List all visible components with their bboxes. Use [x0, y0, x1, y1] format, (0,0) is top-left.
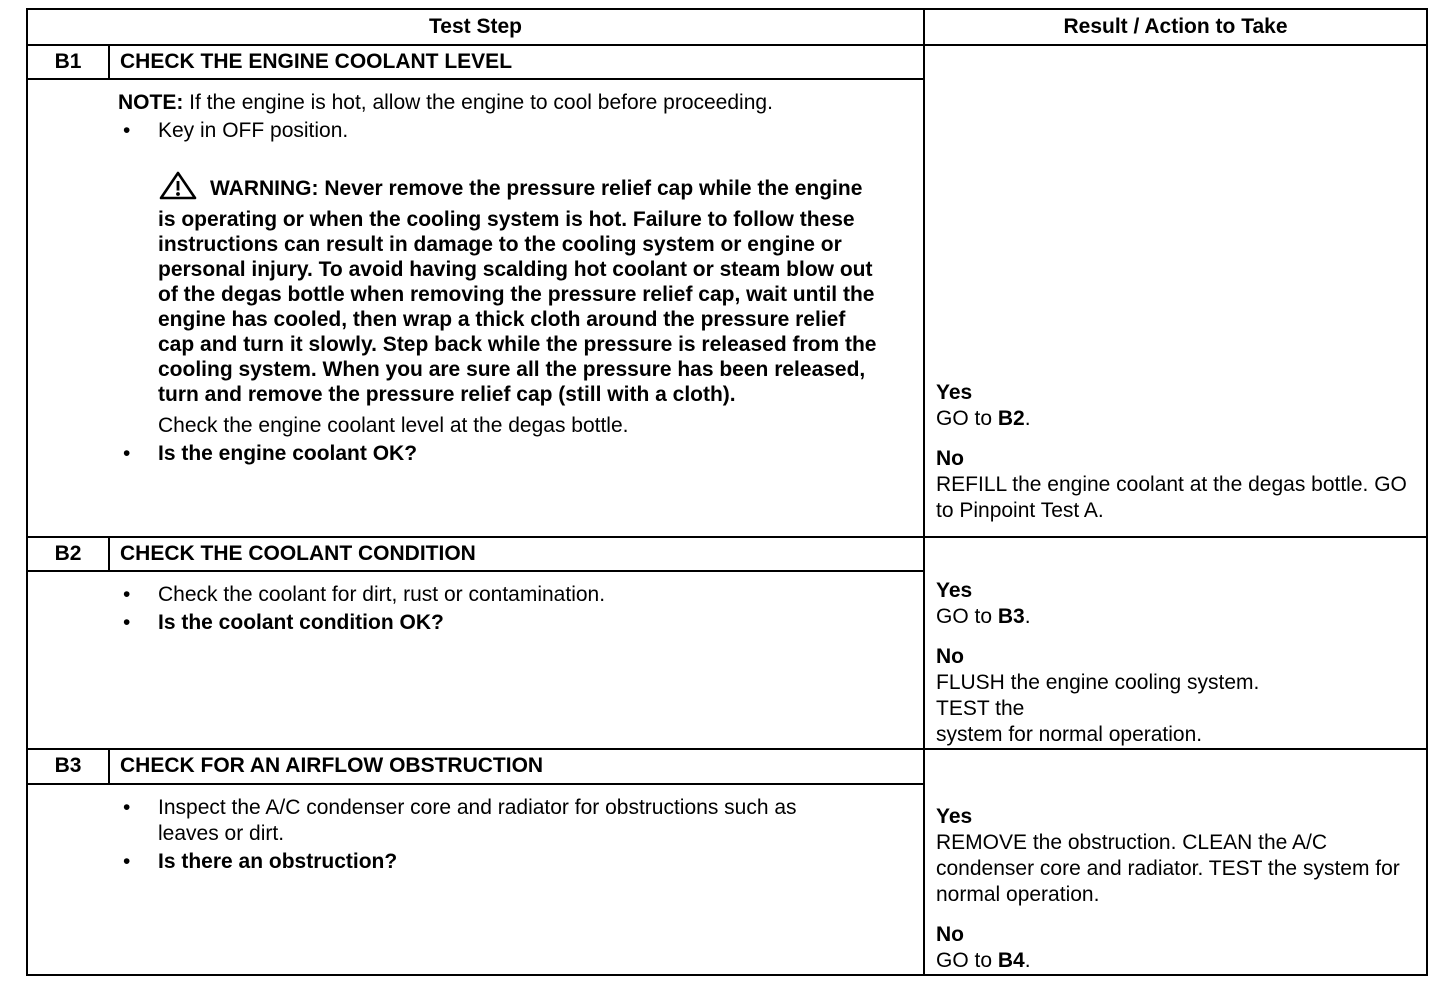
- warning-icon: [158, 170, 198, 207]
- action-text: GO to: [936, 949, 998, 972]
- result-no-action-line: system for normal operation.: [936, 723, 1203, 746]
- result-yes-label: Yes: [936, 579, 973, 602]
- step-b1-title: CHECK THE ENGINE COOLANT LEVEL: [109, 45, 924, 79]
- step-b2-result-cell: [924, 537, 1427, 749]
- action-text: .: [1024, 949, 1031, 972]
- result-no-action-line: FLUSH the engine cooling system.: [936, 671, 1260, 694]
- table-header-row: [27, 9, 1427, 45]
- note-label: NOTE:: [118, 91, 184, 114]
- step-b1-result-cell: [924, 45, 1427, 537]
- note-text: If the engine is hot, allow the engine to cool before proceeding.: [183, 91, 773, 114]
- bullet-text: • Check the coolant for dirt, rust or contamination.: [158, 583, 606, 606]
- question-bullet: [123, 849, 923, 875]
- action-text: GO to: [936, 605, 998, 628]
- action-step-ref: B2: [997, 407, 1025, 430]
- step-b1-id: B1: [27, 45, 109, 79]
- step-b2-id: B2: [27, 537, 109, 571]
- note: [118, 90, 798, 116]
- action-step-ref: B4: [997, 949, 1025, 972]
- question-text: • Is the coolant condition OK?: [158, 611, 444, 634]
- bullet-item: [123, 582, 923, 608]
- pinpoint-test-table: [26, 8, 1428, 976]
- header-test-step: Test Step: [27, 9, 924, 45]
- step-b3-id: B3: [27, 749, 109, 784]
- warning-text: Never remove the pressure relief cap while the engine is operating or when the cooling system is hot. Failure to follow these instructions can result in damage to the cooling system or engine or personal injury. To avoid having scalding hot coolant or steam blow out of the degas bottle when removing the pressure relief cap, wait until the engine has cooled, then wrap a thick cloth around the pressure relief cap and turn it slowly. Step back while the pressure is released from the cooling system. When you are sure all the pressure has been released, turn and remove the pressure relief cap (still with a cloth).: [158, 177, 877, 406]
- step-b2-title: CHECK THE COOLANT CONDITION: [109, 537, 924, 571]
- result-yes-action: REMOVE the obstruction. CLEAN the A/C condenser core and radiator. TEST the system for normal operation.: [936, 831, 1400, 906]
- step-b2-body-cell: [27, 571, 924, 749]
- step-b1-body-cell: [27, 79, 924, 537]
- step-b3-body-cell: [27, 784, 924, 975]
- instruction-line: Check the engine coolant level at the degas bottle.: [158, 414, 629, 437]
- question-text: • Is the engine coolant OK?: [158, 442, 418, 465]
- question-bullet: [123, 610, 923, 636]
- question-text: • Is there an obstruction?: [158, 849, 398, 873]
- action-text: .: [1024, 605, 1031, 628]
- action-text: .: [1024, 407, 1031, 430]
- header-result-action: Result / Action to Take: [924, 9, 1427, 45]
- result-no-action: REFILL the engine coolant at the degas bottle. GO to Pinpoint Test A.: [936, 473, 1407, 522]
- result-yes-label: Yes: [936, 805, 973, 828]
- result-yes-label: Yes: [936, 381, 973, 404]
- warning-label: WARNING:: [210, 177, 319, 200]
- warning-block: [158, 170, 883, 407]
- result-yes-action: [936, 604, 1412, 630]
- action-step-ref: B3: [997, 605, 1025, 628]
- question-bullet: [123, 441, 923, 467]
- result-no-label: No: [936, 645, 964, 668]
- result-yes-action: [936, 406, 1412, 432]
- step-b3-title-row: [27, 749, 1427, 784]
- step-b2-title-row: [27, 537, 1427, 571]
- step-b1-title-row: [27, 45, 1427, 79]
- bullet-item: [123, 795, 923, 847]
- bullet-item: [123, 118, 923, 144]
- step-b3-result-cell: [924, 749, 1427, 975]
- result-no-label: No: [936, 923, 964, 946]
- result-no-label: No: [936, 447, 964, 470]
- step-b3-title: CHECK FOR AN AIRFLOW OBSTRUCTION: [109, 749, 924, 784]
- result-no-action-line: TEST the: [936, 697, 1025, 720]
- bullet-text: • Inspect the A/C condenser core and radiator for obstructions such as leaves or dirt.: [158, 795, 797, 845]
- action-text: GO to: [936, 407, 998, 430]
- result-no-action: [936, 948, 1412, 974]
- bullet-text: • Key in OFF position.: [158, 119, 349, 142]
